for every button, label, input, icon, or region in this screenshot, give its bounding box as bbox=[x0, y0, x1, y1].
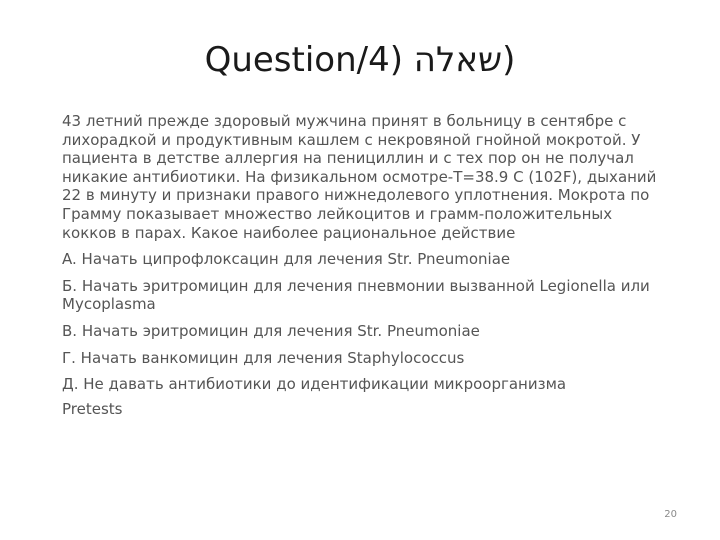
answer-option-a: A. Начать ципрофлоксацин для лечения Str. Pneumoniae bbox=[62, 250, 511, 269]
source-note: Pretests bbox=[62, 399, 123, 418]
slide-body bbox=[62, 112, 662, 426]
answer-option-b: Б. Начать эритромицин для лечения пневмонии вызванной Legionella или Mycoplasma bbox=[62, 276, 650, 314]
answer-option-g: Г. Начать ванкомицин для лечения Staphylococcus bbox=[62, 348, 465, 367]
slide-title: Question/4) שאלה) bbox=[204, 40, 516, 80]
answer-option-v: В. Начать эритромицин для лечения Str. Pneumoniae bbox=[62, 321, 480, 340]
answer-option-d: Д. Не давать антибиотики до идентификации микроорганизма bbox=[62, 375, 567, 394]
question-text: 43 летний прежде здоровый мужчина принят в больницу в сентябре с лихорадкой и продуктивным кашлем с некровяной гнойной мокротой. У пациента в детстве аллергия на пенициллин и с тех пор он не получал никакие антибиотики. На физикальном осмотре-T=38.9 C (102F), дыханий 22 в минуту и признаки правого нижнедолевого уплотнения. Мокрота по Грамму показывает множество лейкоцитов и грамм-положительных кокков в парах. Какое наиболее рациональное действие bbox=[62, 112, 657, 242]
page-number: 20 bbox=[664, 509, 677, 520]
